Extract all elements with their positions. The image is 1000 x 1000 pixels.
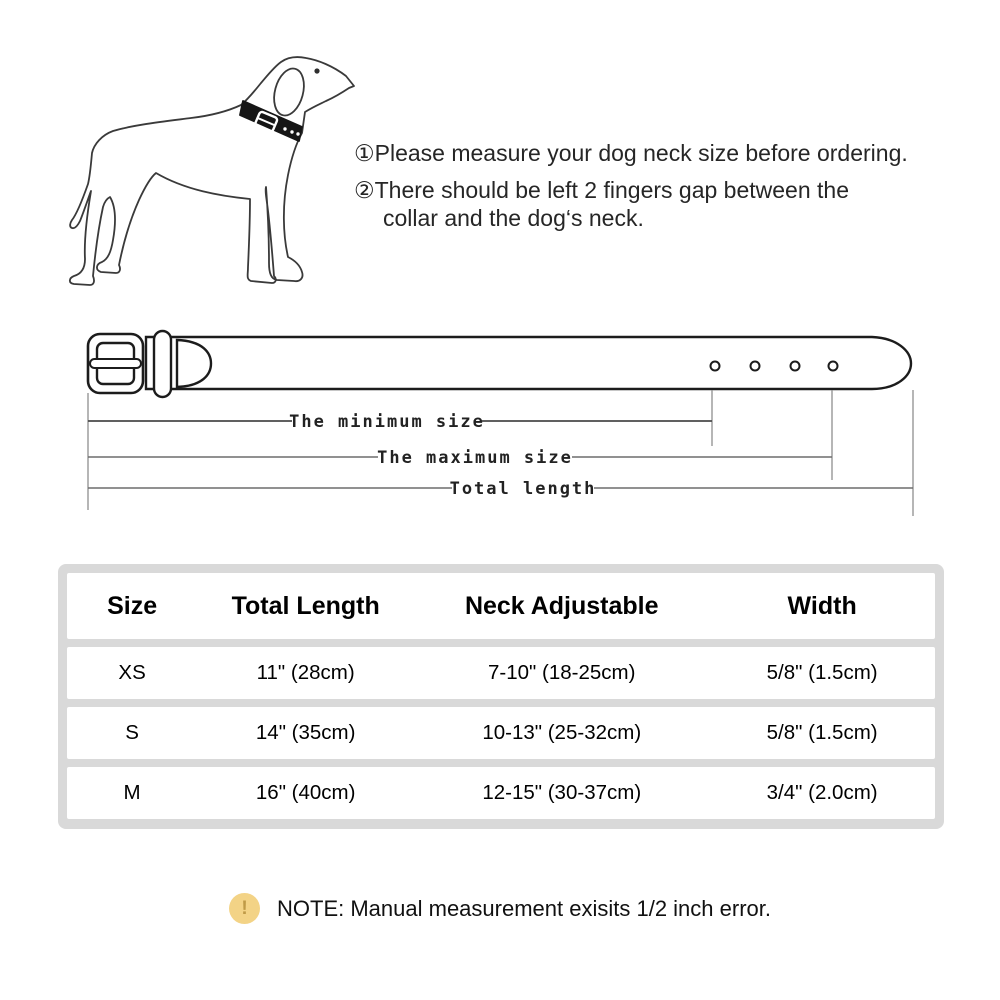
dog-body-outline <box>70 57 354 285</box>
dog-illustration <box>50 45 360 295</box>
dog-eye <box>314 68 319 73</box>
cell-width: 5/8" (1.5cm) <box>766 661 878 684</box>
measuring-instructions <box>354 139 934 232</box>
cell-total-length: 16" (40cm) <box>255 781 356 804</box>
header-total-length: Total Length <box>231 591 380 620</box>
cell-width: 3/4" (2.0cm) <box>766 781 878 804</box>
table-row-m <box>67 767 935 819</box>
note-text: NOTE: Manual measurement exisits 1/2 inch error. <box>277 895 771 921</box>
cell-width: 5/8" (1.5cm) <box>766 721 878 744</box>
cell-total-length: 14" (35cm) <box>255 721 356 744</box>
table-row-s <box>67 707 935 759</box>
note-row <box>0 893 1000 924</box>
cell-size: XS <box>118 661 146 684</box>
total-length-label: Total length <box>449 479 597 499</box>
maximum-size-label: The maximum size <box>377 448 573 468</box>
minimum-size-label: The minimum size <box>289 412 485 432</box>
cell-neck-adjustable: 10-13" (25-32cm) <box>482 721 642 744</box>
collar-measurement-diagram <box>0 320 1000 525</box>
exclamation-icon: ! <box>229 893 260 924</box>
cell-total-length: 11" (28cm) <box>256 661 355 684</box>
table-header-row <box>67 573 935 639</box>
instruction-line-3: collar and the dog‘s neck. <box>383 205 644 231</box>
cell-neck-adjustable: 7-10" (18-25cm) <box>488 661 636 684</box>
table-row-xs <box>67 647 935 699</box>
cell-size: S <box>125 721 139 744</box>
cell-neck-adjustable: 12-15" (30-37cm) <box>482 781 642 804</box>
header-width: Width <box>787 591 857 620</box>
instruction-line-1: ①Please measure your dog neck size before ordering. <box>354 140 908 166</box>
collar-buckle-pin <box>90 359 141 368</box>
header-size: Size <box>107 591 158 620</box>
size-chart-table <box>58 564 944 829</box>
collar-keeper <box>154 331 171 397</box>
header-neck-adjustable: Neck Adjustable <box>464 591 659 620</box>
instruction-line-2: ②There should be left 2 fingers gap between the <box>354 177 849 203</box>
cell-size: M <box>123 781 141 804</box>
